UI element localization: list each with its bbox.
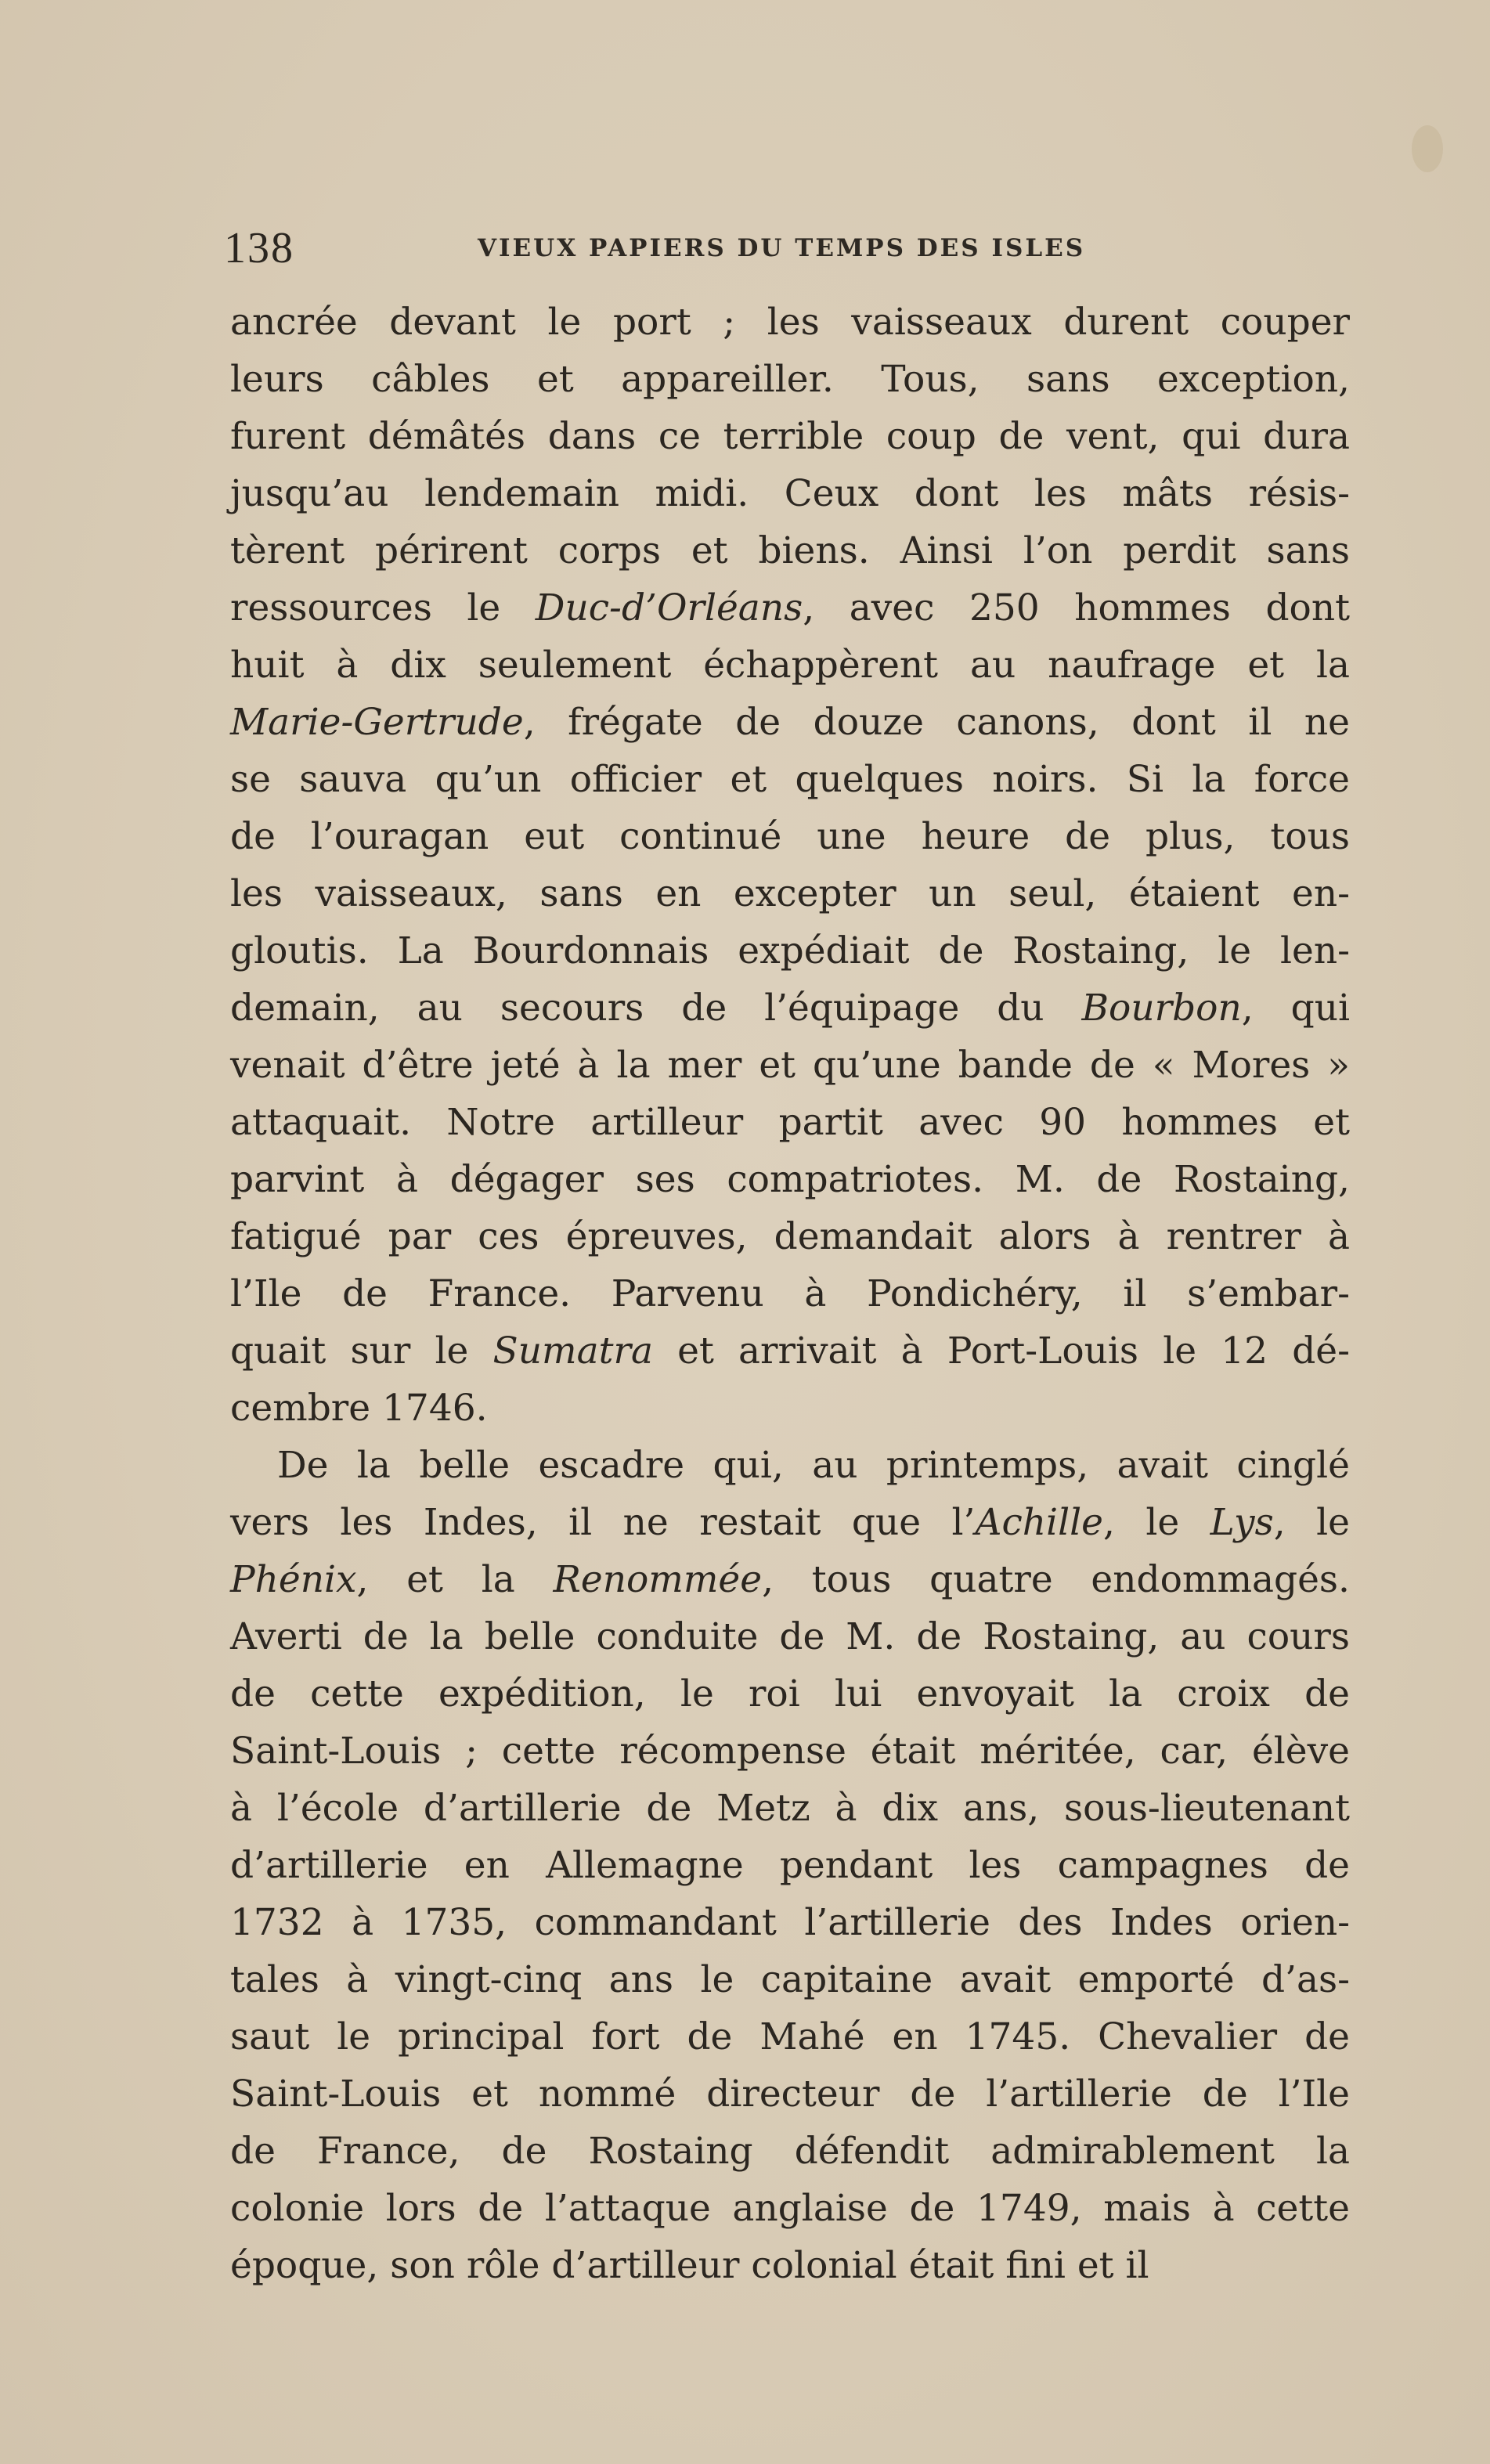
body-text xyxy=(230,294,1350,2294)
text-line: colonie lors de l’attaque anglaise de 1749, mais à cette xyxy=(230,2187,1350,2230)
text-line: Saint-Louis et nommé directeur de l’artillerie de l’Ile xyxy=(230,2073,1350,2116)
running-title: VIEUX PAPIERS DU TEMPS DES ISLES xyxy=(478,234,1086,262)
italic-ship-name: Lys xyxy=(1210,1501,1274,1544)
text-line: fatigué par ces épreuves, demandait alors à rentrer à xyxy=(230,1215,1350,1258)
paper-stain xyxy=(1412,125,1443,172)
italic-ship-name: Marie-Gertrude xyxy=(230,701,524,744)
italic-ship-name: Sumatra xyxy=(492,1329,653,1373)
text-line: tales à vingt-cinq ans le capitaine avait emporté d’as- xyxy=(230,1958,1350,2001)
page-number: 138 xyxy=(224,224,294,272)
text-line: parvint à dégager ses compatriotes. M. de Rostaing, xyxy=(230,1158,1350,1201)
text-segment: quait sur le xyxy=(230,1329,493,1373)
text-line xyxy=(230,694,1350,751)
italic-ship-name: Renommée xyxy=(553,1558,763,1601)
text-line: saut le principal fort de Mahé en 1745. Chevalier de xyxy=(230,2015,1350,2058)
text-line: d’artillerie en Allemagne pendant les campagnes de xyxy=(230,1844,1350,1887)
text-segment: , le xyxy=(1102,1501,1210,1544)
text-line: de l’ouragan eut continué une heure de plus, tous xyxy=(230,815,1350,858)
text-line: jusqu’au lendemain midi. Ceux dont les mâts résis- xyxy=(230,472,1350,515)
text-line: époque, son rôle d’artilleur colonial était fini et il xyxy=(230,2244,1149,2287)
text-line xyxy=(230,1322,1350,1380)
text-line: ancrée devant le port ; les vaisseaux durent couper xyxy=(230,301,1350,344)
text-line xyxy=(230,1494,1350,1551)
text-line: cembre 1746. xyxy=(230,1387,488,1430)
text-line: huit à dix seulement échappèrent au naufrage et la xyxy=(230,644,1350,687)
italic-ship-name: Duc-d’Orléans xyxy=(535,586,803,630)
text-line: Saint-Louis ; cette récompense était méritée, car, élève xyxy=(230,1730,1350,1773)
text-segment: , tous quatre endommagés. xyxy=(762,1558,1350,1601)
text-line: attaquait. Notre artilleur partit avec 90 hommes et xyxy=(230,1101,1350,1144)
text-line: les vaisseaux, sans en excepter un seul, étaient en- xyxy=(230,872,1350,915)
text-line: l’Ile de France. Parvenu à Pondichéry, il s’embar- xyxy=(230,1272,1350,1315)
text-line: leurs câbles et appareiller. Tous, sans exception, xyxy=(230,358,1350,401)
text-line xyxy=(230,979,1350,1037)
text-line: venait d’être jeté à la mer et qu’une bande de « Mores » xyxy=(230,1044,1350,1087)
text-segment: , avec 250 hommes dont xyxy=(803,586,1350,630)
text-line: à l’école d’artillerie de Metz à dix ans, sous-lieutenant xyxy=(230,1787,1350,1830)
text-segment: , qui xyxy=(1241,987,1350,1030)
text-line: furent démâtés dans ce terrible coup de vent, qui dura xyxy=(230,415,1350,458)
text-segment: , et la xyxy=(356,1558,554,1601)
text-segment: vers les Indes, il ne restait que l’ xyxy=(230,1501,976,1544)
text-line xyxy=(230,1551,1350,1608)
text-line: gloutis. La Bourdonnais expédiait de Rostaing, le len- xyxy=(230,929,1350,972)
text-line: 1732 à 1735, commandant l’artillerie des Indes orien- xyxy=(230,1901,1350,1944)
text-line: de cette expédition, le roi lui envoyait la croix de xyxy=(230,1672,1350,1715)
text-line: de France, de Rostaing défendit admirablement la xyxy=(230,2130,1350,2173)
text-line: tèrent périrent corps et biens. Ainsi l’on perdit sans xyxy=(230,529,1350,572)
italic-ship-name: Phénix xyxy=(230,1558,357,1601)
text-segment: demain, au secours de l’équipage du xyxy=(230,987,1082,1030)
text-segment: ressources le xyxy=(230,586,536,630)
text-line: se sauva qu’un officier et quelques noirs. Si la force xyxy=(230,758,1350,801)
text-segment: et arrivait à Port-Louis le 12 dé- xyxy=(652,1329,1350,1373)
text-line: De la belle escadre qui, au printemps, avait cinglé xyxy=(277,1444,1350,1487)
italic-ship-name: Achille xyxy=(975,1501,1103,1544)
text-segment: , frégate de douze canons, dont il ne xyxy=(523,701,1350,744)
page-header xyxy=(224,221,1350,276)
text-segment: , le xyxy=(1273,1501,1350,1544)
italic-ship-name: Bourbon xyxy=(1081,987,1242,1030)
text-line: Averti de la belle conduite de M. de Rostaing, au cours xyxy=(230,1615,1350,1658)
text-line xyxy=(230,579,1350,637)
